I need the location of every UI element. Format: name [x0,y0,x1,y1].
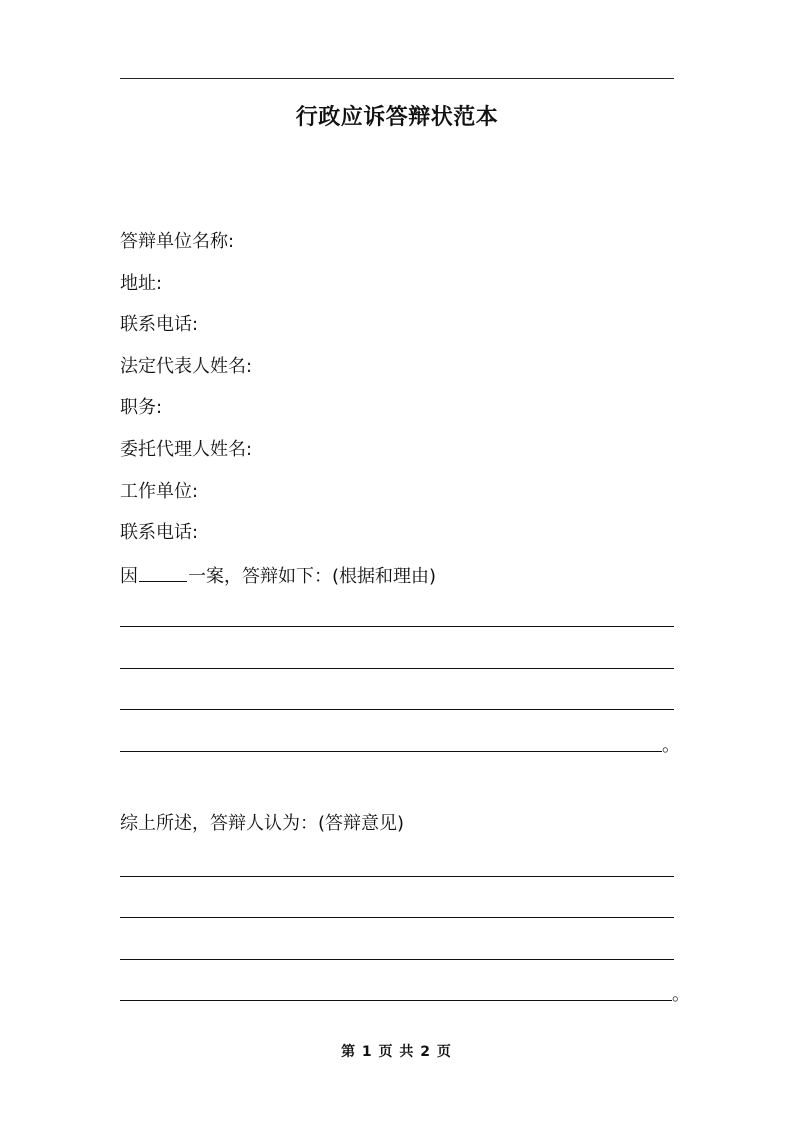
reason-fill-line-3 [120,709,674,710]
opinion-fill-line-2 [120,917,674,918]
opinion-fill-line-3 [120,959,674,960]
header-rule [120,78,674,79]
field-agent-name: 委托代理人姓名: [120,439,253,460]
page-number: 第 1 页 共 2 页 [341,1044,452,1060]
case-prefix: 因 [120,566,138,587]
reason-fill-line-4 [120,751,662,752]
field-position: 职务: [120,397,163,418]
reason-fill-line-2 [120,668,674,669]
case-blank [139,563,187,582]
field-work-unit: 工作单位: [120,481,199,502]
reason-end-mark: 。 [662,735,680,756]
field-phone: 联系电话: [120,314,199,335]
field-agent-phone: 联系电话: [120,522,199,543]
reason-fill-line-1 [120,626,674,627]
opinion-fill-line-1 [120,876,674,877]
document-title: 行政应诉答辩状范本 [295,105,499,130]
case-suffix: 一案，答辩如下：(根据和理由) [188,566,437,587]
conclusion-label: 综上所述，答辩人认为：(答辩意见) [120,813,405,834]
field-legal-representative: 法定代表人姓名: [120,356,253,377]
opinion-fill-line-4 [120,1000,672,1001]
case-statement [120,563,436,589]
field-address: 地址: [120,273,163,294]
opinion-end-mark: 。 [672,984,690,1005]
field-defendant-name: 答辩单位名称: [120,231,235,252]
